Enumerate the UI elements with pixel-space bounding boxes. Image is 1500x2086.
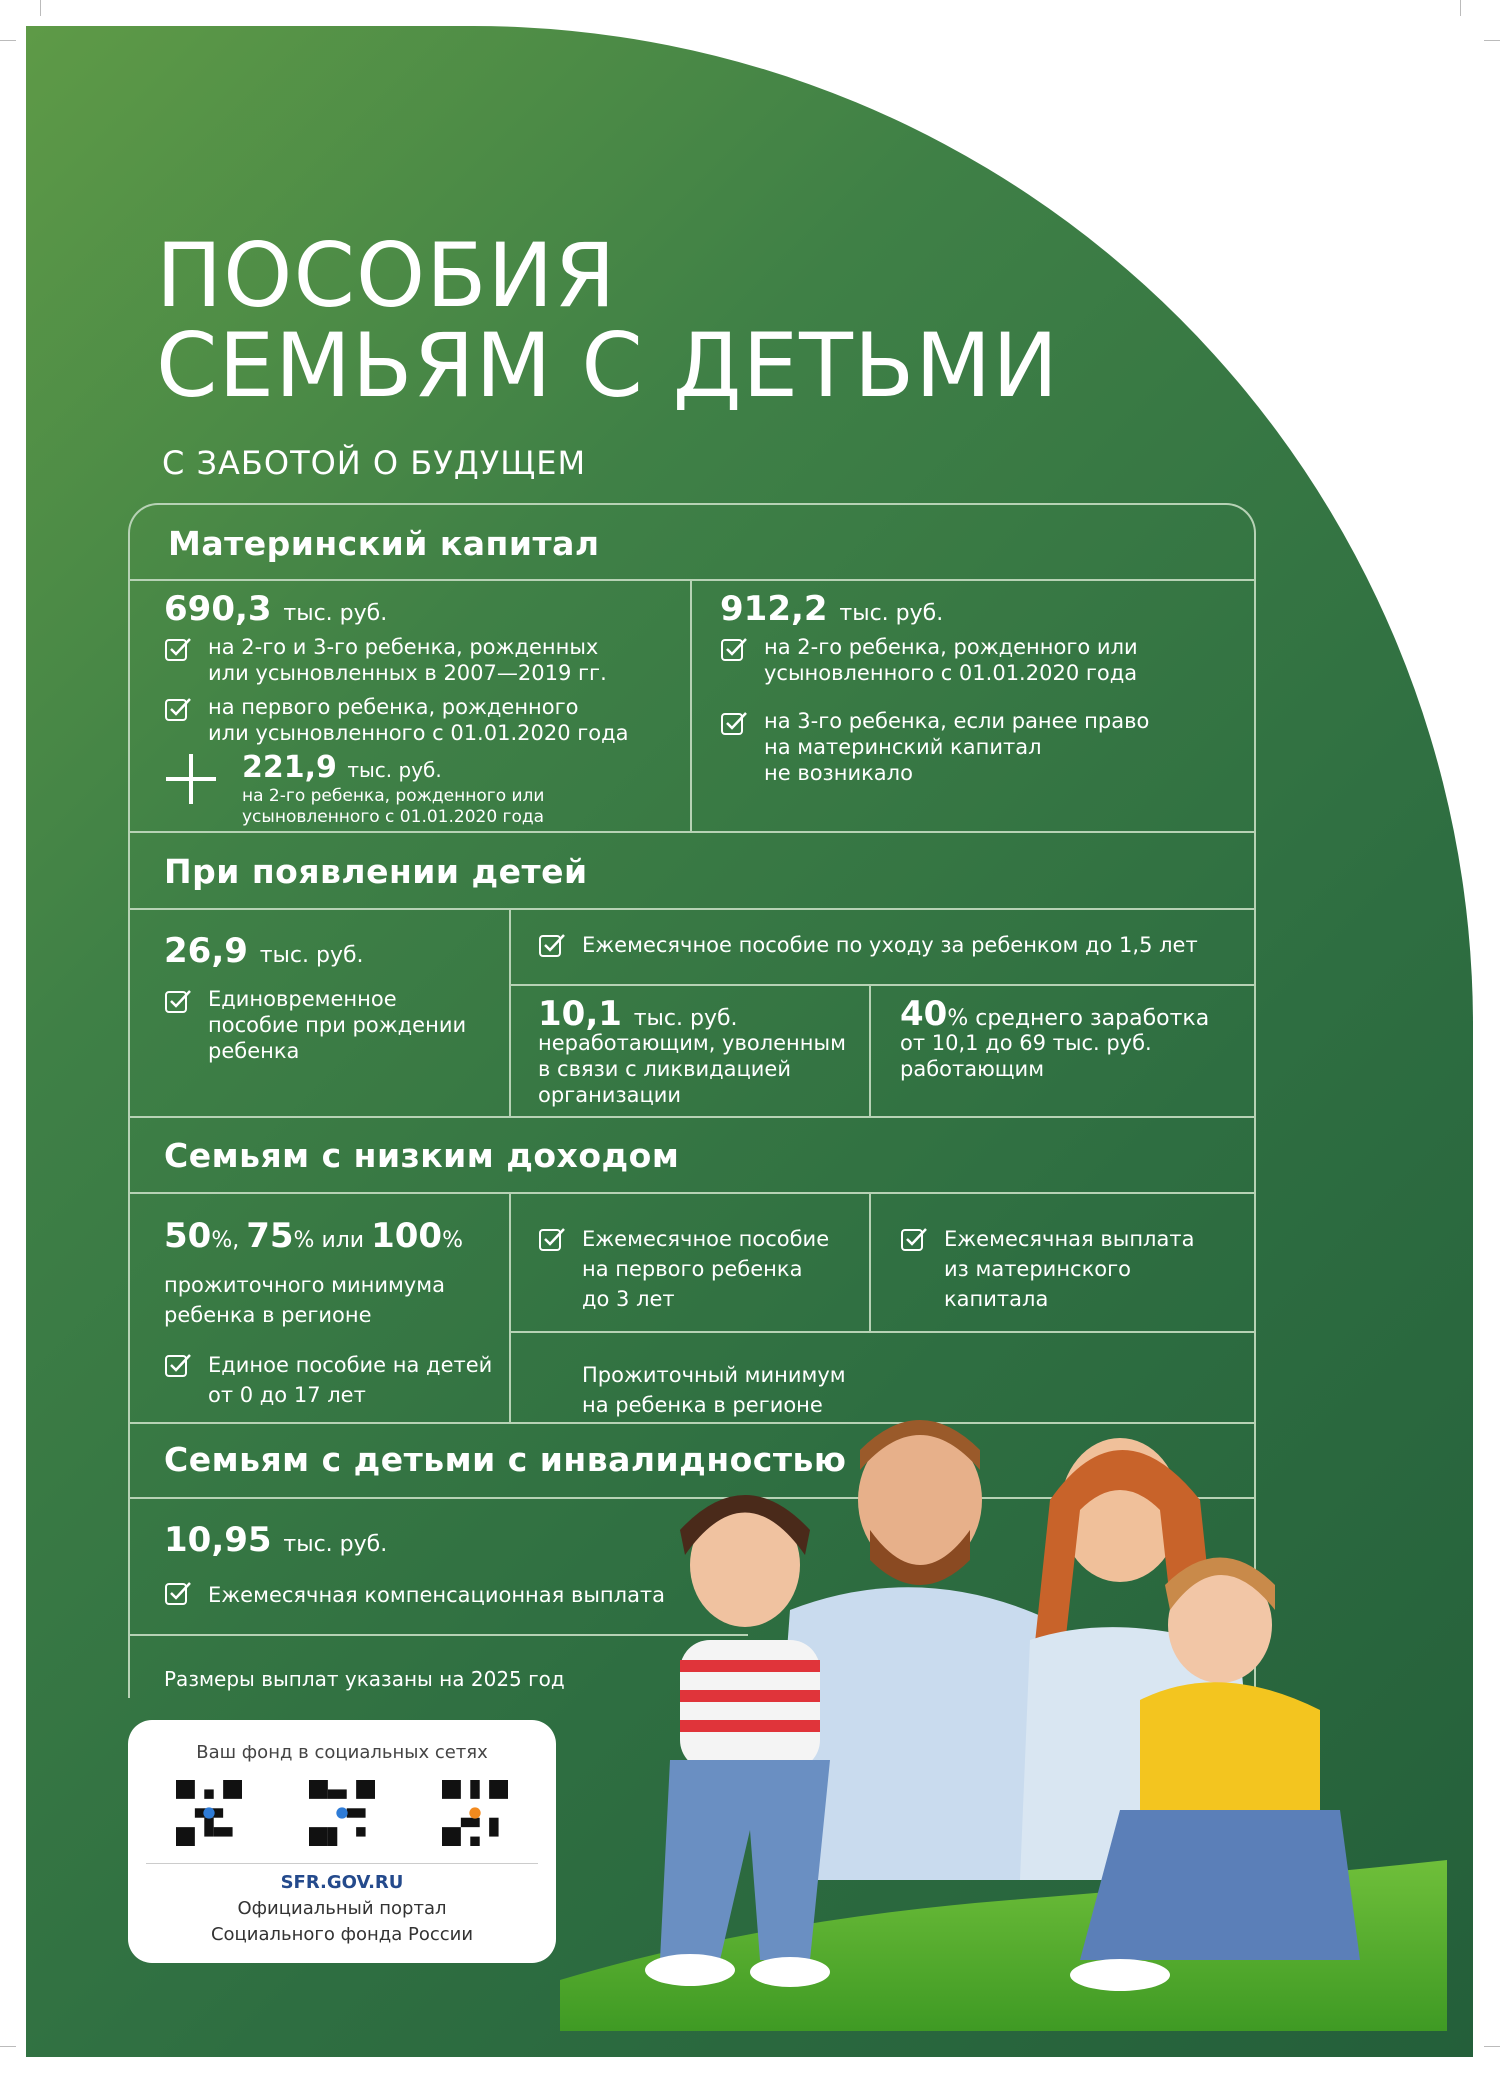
checkbox-icon [538, 932, 566, 960]
birth-left-desc [208, 986, 466, 1064]
low-income-right [944, 1224, 1194, 1314]
portal-line1: Официальный портал [237, 1898, 447, 1919]
plus-icon [166, 754, 216, 804]
text-line: капитала [944, 1287, 1049, 1311]
checkbox-icon [900, 1226, 928, 1254]
percent-value: 75 [246, 1216, 294, 1256]
maternity-left-amount [164, 589, 387, 629]
text-line: на первого ребенка, рожденного [208, 695, 579, 719]
low-income-unified [208, 1350, 492, 1410]
birth-right-amount [900, 994, 1209, 1034]
text-line: Единое пособие на детей [208, 1353, 493, 1377]
checkbox-icon [164, 636, 192, 664]
divider [128, 1192, 1254, 1194]
percent-sep: % или [293, 1228, 372, 1253]
divider [869, 1192, 871, 1331]
checkbox-icon [538, 1226, 566, 1254]
text-line: Ежемесячное пособие [582, 1227, 830, 1251]
amount-value: 690,3 [164, 589, 272, 629]
section-title-disability: Семьям с детьми с инвалидностью [164, 1440, 847, 1479]
amount-value: 10,95 [164, 1520, 272, 1560]
amount-value: 26,9 [164, 931, 248, 971]
sfr-logo-icon [1312, 126, 1426, 216]
family-photo [560, 1360, 1447, 2031]
text-line: усыновленного с 01.01.2020 года [764, 661, 1138, 685]
text-line: на 2-го ребенка, рожденного или [764, 635, 1138, 659]
divider [128, 908, 1254, 910]
crop-mark [1460, 0, 1461, 16]
text-line: из материнского [944, 1257, 1132, 1281]
page-subtitle: С ЗАБОТОЙ О БУДУЩЕМ [162, 444, 587, 482]
text-line: или усыновленного с 01.01.2020 года [208, 721, 629, 745]
percent-value: 50 [164, 1216, 212, 1256]
divider [128, 1116, 1254, 1118]
text-line: на 3-го ребенка, если ранее право [764, 709, 1150, 733]
low-income-percent [164, 1216, 463, 1256]
amount-value: 221,9 [242, 750, 337, 785]
section-title-low-income: Семьям с низким доходом [164, 1136, 680, 1175]
text-line: пособие при рождении [208, 1013, 467, 1037]
text-line: на ребенка в регионе [582, 1393, 823, 1417]
crop-mark [40, 0, 41, 16]
low-income-mid [582, 1224, 829, 1314]
amount-value: 10,1 [538, 994, 622, 1034]
text-line: не возникало [764, 761, 913, 785]
text-line: ребенка [208, 1039, 300, 1063]
divider [128, 831, 1254, 833]
birth-mid-amount [538, 994, 738, 1034]
divider [690, 579, 692, 831]
section-title-birth: При появлении детей [164, 852, 588, 891]
birth-right-desc [900, 1030, 1152, 1082]
maternity-left-item2 [208, 694, 629, 746]
text-line: или усыновленных в 2007—2019 гг. [208, 661, 607, 685]
amount-unit: % среднего заработка [947, 1006, 1210, 1031]
birth-monthly-title: Ежемесячное пособие по уходу за ребенком до 1,5 лет [582, 933, 1198, 957]
amount-value: 912,2 [720, 589, 828, 629]
text-line: от 10,1 до 69 тыс. руб. [900, 1031, 1152, 1055]
text-line: организации [538, 1083, 682, 1107]
amount-unit: тыс. руб. [283, 1532, 388, 1557]
text-line: Единовременное [208, 987, 397, 1011]
birth-left-amount [164, 931, 364, 971]
disability-amount [164, 1520, 387, 1560]
maternity-extra-amount [242, 750, 442, 785]
text-line: Ежемесячная выплата [944, 1227, 1195, 1251]
maternity-extra-desc [242, 786, 544, 828]
text-line: неработающим, уволенным [538, 1031, 846, 1055]
crop-mark [1484, 2046, 1500, 2047]
birth-mid-desc [538, 1030, 846, 1108]
maternity-right-item1 [764, 634, 1138, 686]
crop-mark [0, 2046, 16, 2047]
low-income-percent-desc [164, 1270, 445, 1330]
percent-value: 100 [371, 1216, 443, 1256]
divider [509, 1331, 1254, 1333]
page-title [156, 224, 1060, 417]
portal-line2: Социального фонда России [210, 1924, 474, 1945]
footnote: Размеры выплат указаны на 2025 год [164, 1667, 565, 1691]
checkbox-icon [720, 636, 748, 664]
amount-unit: тыс. руб. [839, 601, 944, 626]
text-line: прожиточного минимума [164, 1273, 445, 1297]
percent-sep: %, [211, 1228, 247, 1253]
checkbox-icon [164, 1580, 192, 1608]
text-line: работающим [900, 1057, 1045, 1081]
section-title-maternity: Материнский капитал [168, 524, 600, 563]
text-line: ребенка в регионе [164, 1303, 372, 1327]
divider [509, 1192, 511, 1422]
divider [146, 1863, 538, 1864]
maternity-right-item2 [764, 708, 1149, 786]
sfr-logo [1312, 126, 1432, 252]
divider [869, 984, 871, 1116]
checkbox-icon [164, 1352, 192, 1380]
title-line2: СЕМЬЯМ С ДЕТЬМИ [156, 314, 1060, 417]
social-caption: Ваш фонд в социальных сетях [196, 1742, 488, 1763]
amount-unit: тыс. руб. [633, 1006, 738, 1031]
maternity-right-amount [720, 589, 943, 629]
text-line: на 2-го и 3-го ребенка, рожденных [208, 635, 599, 659]
checkbox-icon [720, 710, 748, 738]
qr-code-icon[interactable] [442, 1780, 508, 1846]
text-line: на первого ребенка [582, 1257, 803, 1281]
amount-value: 40 [900, 994, 948, 1034]
site-link[interactable]: SFR.GOV.RU [280, 1872, 404, 1893]
percent-sep: % [442, 1228, 463, 1253]
checkbox-icon [164, 696, 192, 724]
text-line: на 2-го ребенка, рожденного или [242, 786, 545, 806]
title-line1: ПОСОБИЯ [156, 224, 617, 327]
divider [509, 984, 1254, 986]
maternity-left-item1 [208, 634, 607, 686]
text-line: усыновленного с 01.01.2020 года [242, 807, 545, 827]
qr-code-icon[interactable] [309, 1780, 375, 1846]
crop-mark [1484, 40, 1500, 41]
qr-code-icon[interactable] [176, 1780, 242, 1846]
checkbox-icon [164, 988, 192, 1016]
text-line: Прожиточный минимум [582, 1363, 846, 1387]
poster-background [26, 26, 1473, 2057]
text-line: на материнский капитал [764, 735, 1042, 759]
logo-text-line1: СОЦИАЛЬНЫЙ [1312, 221, 1423, 237]
social-qr-card [128, 1720, 556, 1963]
text-line: от 0 до 17 лет [208, 1383, 366, 1407]
logo-text-line2: ФОНД РОССИИ [1312, 236, 1427, 252]
amount-unit: тыс. руб. [259, 943, 364, 968]
text-line: в связи с ликвидацией [538, 1057, 791, 1081]
amount-unit: тыс. руб. [283, 601, 388, 626]
crop-mark [0, 40, 16, 41]
text-line: до 3 лет [582, 1287, 675, 1311]
divider [509, 908, 511, 1116]
disability-item: Ежемесячная компенсационная выплата [208, 1583, 666, 1607]
amount-unit: тыс. руб. [347, 758, 442, 782]
